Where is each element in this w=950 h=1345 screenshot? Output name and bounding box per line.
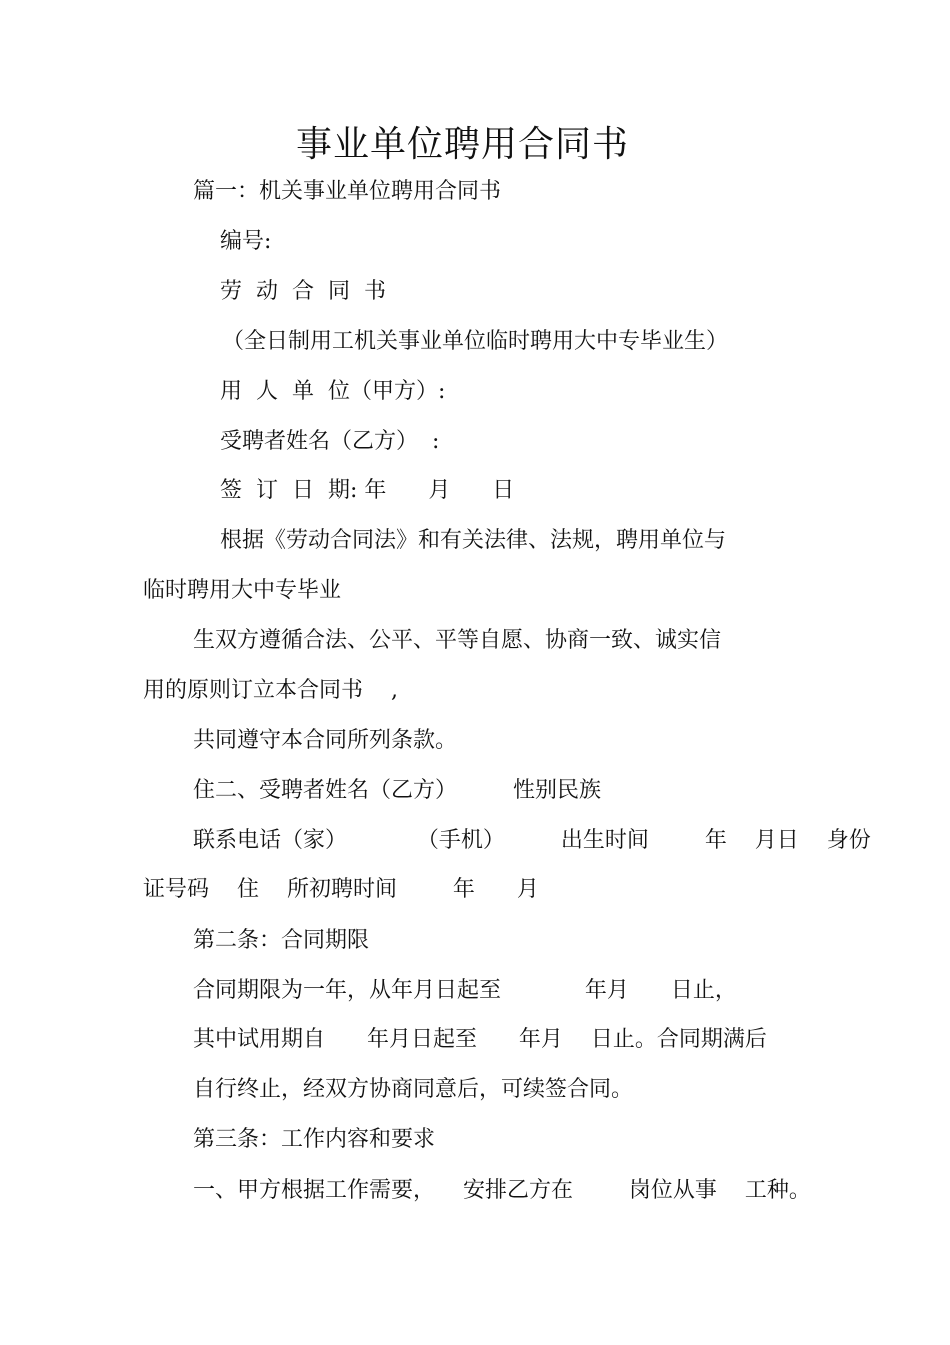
paragraph-line: 证号码 住 所初聘时间 年 月	[143, 877, 539, 902]
signing-date-label: 签 订 日 期: 年 月 日	[220, 478, 515, 503]
paragraph-line: 住二、受聘者姓名（乙方） 性别民族	[193, 778, 601, 803]
paragraph-line: 共同遵守本合同所列条款。	[193, 728, 458, 753]
section-heading: 篇一：机关事业单位聘用合同书	[193, 179, 502, 204]
paragraph-line: 其中试用期自 年月日起至 年月 日止。合同期满后	[193, 1027, 767, 1052]
document-title: 事业单位聘用合同书	[295, 124, 629, 165]
paragraph-line: 生双方遵循合法、公平、平等自愿、协商一致、诚实信	[193, 628, 722, 653]
contract-scope-note: （全日制用工机关事业单位临时聘用大中专毕业生）	[222, 329, 729, 354]
employer-label: 用 人 单 位（甲方）:	[220, 379, 446, 404]
contract-number-label: 编号:	[220, 229, 272, 254]
paragraph-line: 自行终止，经双方协商同意后，可续签合同。	[193, 1077, 634, 1102]
paragraph-line: 临时聘用大中专毕业	[143, 578, 342, 603]
employee-name-label: 受聘者姓名（乙方） :	[220, 429, 440, 454]
paragraph-line: 合同期限为一年，从年月日起至 年月 日止，	[193, 978, 737, 1003]
paragraph-line: 联系电话（家） （手机） 出生时间 年 月日 身份	[193, 828, 871, 853]
article-heading: 第三条：工作内容和要求	[193, 1127, 436, 1152]
contract-subtitle: 劳 动 合 同 书	[220, 279, 386, 304]
paragraph-line: 用的原则订立本合同书 ,	[143, 678, 398, 703]
paragraph-line: 一、甲方根据工作需要， 安排乙方在 岗位从事 工种。	[193, 1178, 811, 1203]
paragraph-line: 根据《劳动合同法》和有关法律、法规，聘用单位与	[220, 528, 727, 553]
article-heading: 第二条：合同期限	[193, 928, 370, 953]
